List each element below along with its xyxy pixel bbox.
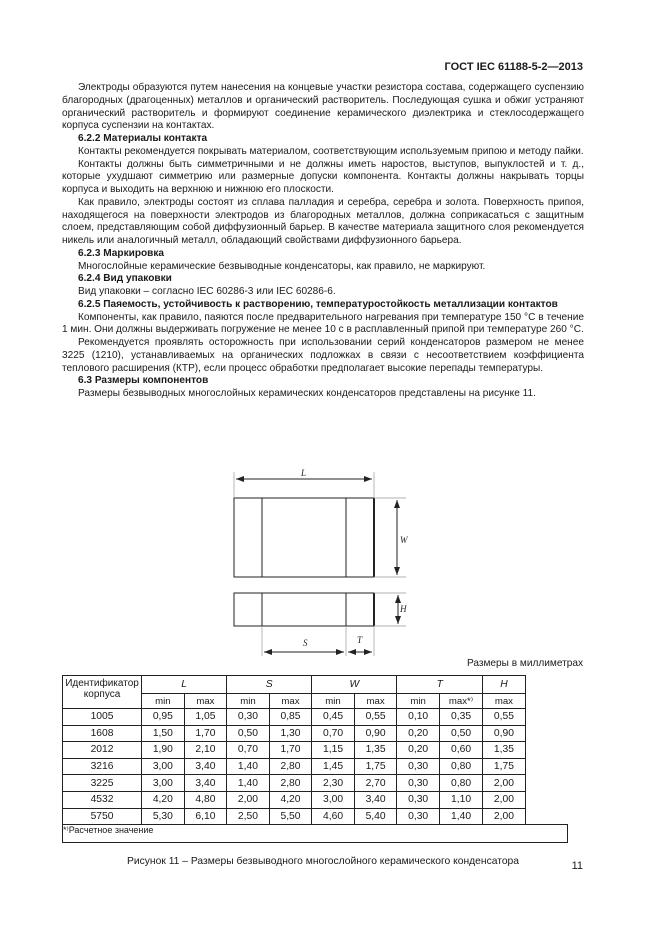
value-cell: 0,85 <box>269 709 312 726</box>
table-row <box>63 725 568 742</box>
value-cell: 0,10 <box>397 709 440 726</box>
paragraph: Контакты должны быть симметричными и не должны иметь наростов, выступов, выпуклостей и т. д., которые ухудшают симметрию или размерные допуски компонента. Контакты должны накрывать торцы корпуса и выходить на верхнюю и нижнюю его плоскости. <box>62 158 584 195</box>
value-cell: 0,60 <box>439 742 482 759</box>
top-view-body <box>234 498 374 577</box>
value-cell: 0,50 <box>227 725 270 742</box>
value-cell: 2,80 <box>269 758 312 775</box>
section-heading: 6.2.4 Вид упаковки <box>78 273 172 285</box>
value-cell: 2,80 <box>269 775 312 792</box>
paragraph: Компоненты, как правило, паяются после предварительного нагревания при температуре 150 °С в течение 1 мин. Они должны выдерживать погружение не менее 10 с в расплавленный припой при температуре 260 °С. <box>62 311 584 336</box>
case-id-cell: 3225 <box>63 775 142 792</box>
page-number: 11 <box>571 860 583 872</box>
section-heading: 6.2.2 Материалы контакта <box>78 133 208 144</box>
paragraph: Вид упаковки – согласно IEC 60286-3 или IEC 60286-6. <box>78 286 336 297</box>
value-cell: 1,05 <box>184 709 227 726</box>
value-cell: 0,45 <box>312 709 355 726</box>
value-cell: 3,40 <box>354 791 397 808</box>
case-id-cell: 1005 <box>63 709 142 726</box>
paragraph: Контакты рекомендуется покрывать материалом, соответствующим используемым припою и методу пайки. <box>78 145 584 157</box>
value-cell: 0,95 <box>142 709 185 726</box>
value-cell: 3,40 <box>184 775 227 792</box>
S-label: S <box>303 638 308 648</box>
subheader-max: max <box>269 694 312 709</box>
value-cell: 1,75 <box>483 758 526 775</box>
value-cell: 4,80 <box>184 791 227 808</box>
subheader-max: max <box>184 694 227 709</box>
units-note: Размеры в миллиметрах <box>466 658 583 669</box>
value-cell: 2,30 <box>312 775 355 792</box>
table-row <box>63 808 568 825</box>
value-cell: 2,00 <box>483 775 526 792</box>
value-cell: 4,60 <box>312 808 355 825</box>
value-cell: 0,70 <box>227 742 270 759</box>
case-id-cell: 4532 <box>63 791 142 808</box>
case-id-cell: 5750 <box>63 808 142 825</box>
value-cell: 1,75 <box>354 758 397 775</box>
document-header: ГОСТ IEC 61188-5-2—2013 <box>444 61 583 73</box>
value-cell: 3,00 <box>142 775 185 792</box>
subheader-min: min <box>142 694 185 709</box>
value-cell: 1,90 <box>142 742 185 759</box>
header-L: L <box>142 676 227 694</box>
value-cell: 1,50 <box>142 725 185 742</box>
section-heading: 6.2.5 Паяемость, устойчивость к растворению, температуростойкость металлизации контактов <box>78 298 558 310</box>
subheader-max: max*⁾ <box>439 694 482 709</box>
value-cell: 5,50 <box>269 808 312 825</box>
value-cell: 6,10 <box>184 808 227 825</box>
table-row <box>63 709 568 726</box>
L-label: L <box>301 468 307 478</box>
value-cell: 2,50 <box>227 808 270 825</box>
paragraph: Как правило, электроды состоят из сплава палладия и серебра, серебра и золота. Поверхность припоя, находящегося на поверхности электродов из благородных металлов, должна соприкасаться с защитным слоем, представляющим собой диффузионный барьер. В качестве материала защитного слоя рекомендуется никель или аналогичный металл, обладающий свойствами диффузионного барьера. <box>62 196 584 246</box>
table-row <box>63 742 568 759</box>
subheader-max: max <box>354 694 397 709</box>
value-cell: 2,10 <box>184 742 227 759</box>
section-heading: 6.2.3 Маркировка <box>78 247 165 259</box>
value-cell: 2,00 <box>227 791 270 808</box>
side-view-body <box>234 593 374 626</box>
value-cell: 0,80 <box>439 758 482 775</box>
dimensions-table <box>62 675 568 843</box>
value-cell: 0,30 <box>397 808 440 825</box>
value-cell: 3,40 <box>184 758 227 775</box>
subheader-min: min <box>312 694 355 709</box>
subheader-max: max <box>483 694 526 709</box>
figure-caption: Рисунок 11 – Размеры безвыводного многослойного керамического конденсатора <box>127 856 519 867</box>
case-id-cell: 1608 <box>63 725 142 742</box>
value-cell: 4,20 <box>269 791 312 808</box>
header-id: Идентификатор корпуса <box>63 676 142 709</box>
table-footnote: *⁾Расчетное значение <box>63 825 568 843</box>
paragraph: Многослойные керамические безвыводные конденсаторы, как правило, не маркируют. <box>78 260 486 272</box>
value-cell: 0,30 <box>397 775 440 792</box>
table-row <box>63 775 568 792</box>
value-cell: 0,30 <box>397 791 440 808</box>
value-cell: 0,70 <box>312 725 355 742</box>
value-cell: 1,30 <box>269 725 312 742</box>
value-cell: 4,20 <box>142 791 185 808</box>
value-cell: 0,55 <box>354 709 397 726</box>
value-cell: 1,35 <box>483 742 526 759</box>
value-cell: 1,70 <box>184 725 227 742</box>
value-cell: 3,00 <box>312 791 355 808</box>
value-cell: 0,20 <box>397 742 440 759</box>
value-cell: 0,50 <box>439 725 482 742</box>
value-cell: 1,10 <box>439 791 482 808</box>
section-heading: 6.3 Размеры компонентов <box>78 375 209 387</box>
header-W: W <box>312 676 397 694</box>
paragraph: Размеры безвыводных многослойных керамических конденсаторов представлены на рисунке 11. <box>78 388 536 399</box>
value-cell: 2,00 <box>483 791 526 808</box>
value-cell: 1,40 <box>227 775 270 792</box>
value-cell: 0,90 <box>354 725 397 742</box>
subheader-min: min <box>397 694 440 709</box>
value-cell: 5,40 <box>354 808 397 825</box>
value-cell: 2,70 <box>354 775 397 792</box>
subheader-min: min <box>227 694 270 709</box>
value-cell: 1,15 <box>312 742 355 759</box>
header-S: S <box>227 676 312 694</box>
value-cell: 0,30 <box>397 758 440 775</box>
value-cell: 1,40 <box>227 758 270 775</box>
H-label: H <box>400 604 407 614</box>
header-T: T <box>397 676 483 694</box>
header-H: H <box>483 676 526 694</box>
value-cell: 1,45 <box>312 758 355 775</box>
W-label: W <box>400 535 408 545</box>
paragraph: Электроды образуются путем нанесения на концевые участки резистора состава, содержащего суспензию благородных (драгоценных) металлов и органический растворитель. Последующая сушка и обжиг устраняют органический растворитель и формируют соединение керамического диэлектрика и стеклосодержащего корпуса суспензии на контактах. <box>62 82 584 132</box>
value-cell: 0,30 <box>227 709 270 726</box>
table-row <box>63 791 568 808</box>
value-cell: 0,35 <box>439 709 482 726</box>
value-cell: 2,00 <box>483 808 526 825</box>
value-cell: 1,35 <box>354 742 397 759</box>
table-row <box>63 758 568 775</box>
T-label: T <box>357 635 363 645</box>
value-cell: 1,40 <box>439 808 482 825</box>
value-cell: 0,80 <box>439 775 482 792</box>
value-cell: 5,30 <box>142 808 185 825</box>
value-cell: 0,90 <box>483 725 526 742</box>
value-cell: 3,00 <box>142 758 185 775</box>
value-cell: 1,70 <box>269 742 312 759</box>
case-id-cell: 3216 <box>63 758 142 775</box>
case-id-cell: 2012 <box>63 742 142 759</box>
paragraph: Рекомендуется проявлять осторожность при использовании серий конденсаторов размером не менее 3225 (1210), устанавливаемых на органических подложках в связи с несоответствием коэффициента теплового расширения (КТР), если процесс обработки предполагает высокие перепады температуры. <box>62 337 584 374</box>
value-cell: 0,55 <box>483 709 526 726</box>
value-cell: 0,20 <box>397 725 440 742</box>
